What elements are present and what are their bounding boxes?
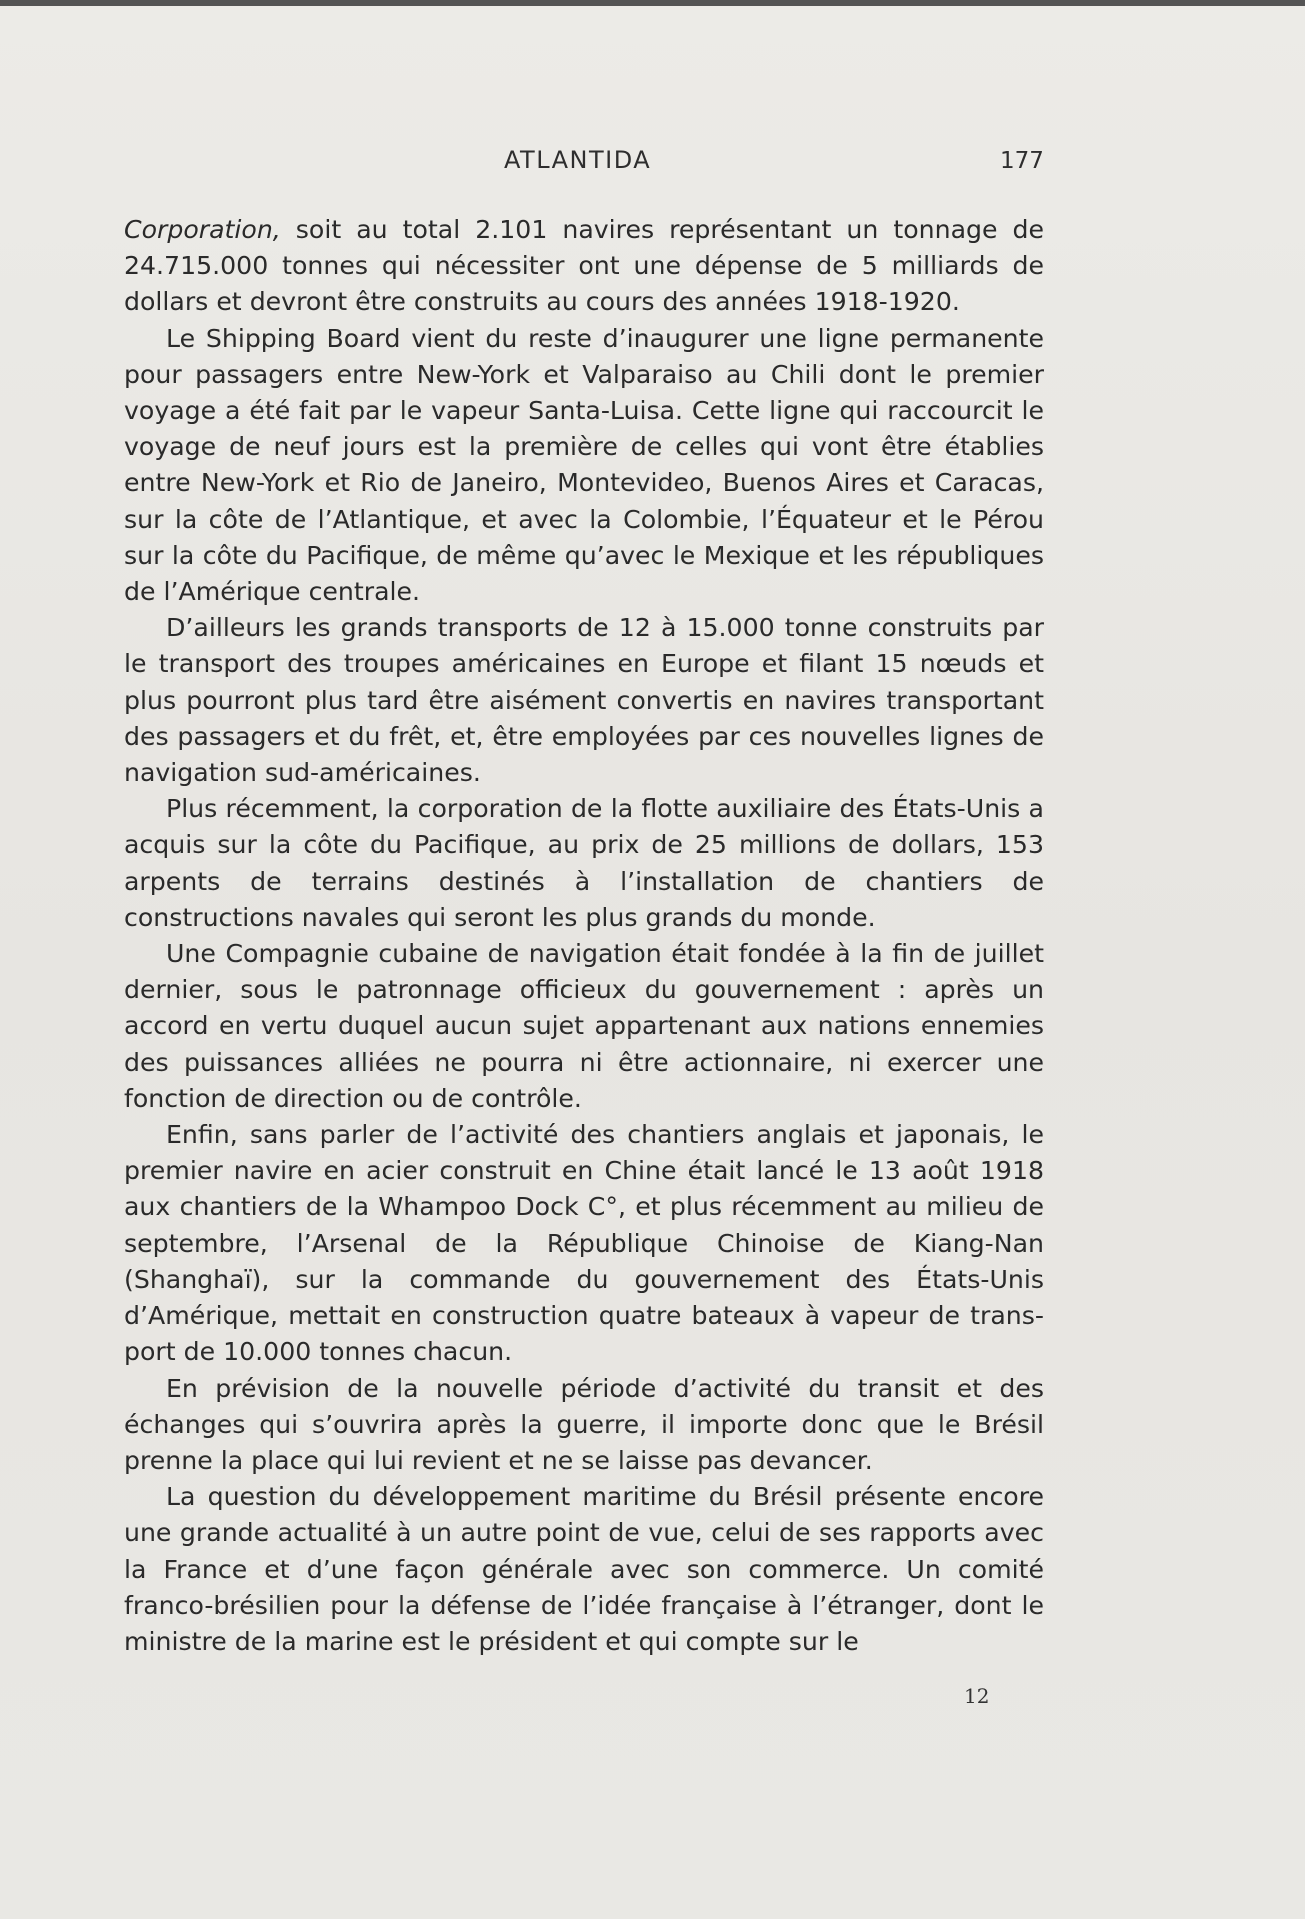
- paragraph-8: La question du développement maritime du Brésil présente encore une grande actualité à un autre point de vue, celui de ses rapports avec la France et d’une façon générale avec son commerce. Un comité franco-brésilien pour la défense de l’idée française à l’étranger, dont le ministre de la marine est le président et qui compte sur le: [124, 1482, 1044, 1656]
- paragraph-5: Une Compagnie cubaine de navigation était fondée à la fin de juillet dernier, sous le patronnage officieux du gouvernement : après un accord en vertu duquel aucun sujet appartenant aux nations ennemies des puissances alliées ne pourra ni être actionnaire, ni exercer une fonction de direction ou de contrôle.: [124, 939, 1044, 1113]
- paragraph-2: Le Shipping Board vient du reste d’inaugurer une ligne permanente pour passagers entre New-York et Valparaiso au Chili dont le premier voyage a été fait par le vapeur Santa-Luisa. Cette ligne qui raccourcit le voyage de neuf jours est la première de celles qui vont être établies entre New-York et Rio de Janeiro, Montevideo, Buenos Aires et Caracas, sur la côte de l’Atlantique, et avec la Colombie, l’Équateur et le Pérou sur la côte du Pacifique, de même qu’avec le Mexique et les républiques de l’Amérique centrale.: [124, 323, 1044, 607]
- running-title: ATLANTIDA: [504, 146, 652, 174]
- paragraph-3: D’ailleurs les grands transports de 12 à 15.000 tonne construits par le transport des troupes américaines en Europe et filant 15 nœuds et plus pourront plus tard être aisément convertis en navires transportant des passagers et du frêt, et, être employées par ces nouvelles lignes de navigation sud-américaines.: [124, 613, 1044, 788]
- signature-mark: 12: [964, 1684, 990, 1708]
- body-text: [124, 212, 1044, 1660]
- paragraph-text: soit au total 2.101 navires représentant un tonnage de 24.715.000 tonnes qui nécessiter ont une dépense de 5 milliards de dollars et devront être construits au cours des années 1918-1920.: [124, 215, 1044, 317]
- paragraph-1: [124, 212, 1044, 321]
- running-header: [0, 146, 1305, 180]
- italic-lead: Corporation,: [124, 215, 281, 244]
- paragraph-7: En prévision de la nouvelle période d’activité du transit et des échanges qui s’ouvrira après la guerre, il importe donc que le Brésil prenne la place qui lui revient et ne se laisse pas devancer.: [124, 1373, 1044, 1475]
- paragraph-4: Plus récemment, la corporation de la flotte auxiliaire des États-Unis a acquis sur la côte du Pacifique, au prix de 25 millions de dollars, 153 arpents de terrains destinés à l’installation de chantiers de constructions navales qui seront les plus grands du monde.: [124, 794, 1044, 932]
- page-number: 177: [1000, 148, 1044, 174]
- paragraph-6: Enfin, sans parler de l’activité des chantiers anglais et japonais, le premier navire en acier construit en Chine était lancé le 13 août 1918 aux chantiers de la Whampoo Dock C°, et plus récemment au milieu de septembre, l’Arsenal de la République Chinoise de Kiang-Nan (Shanghaï), sur la commande du gouvernement des États-Unis d’Amérique, mettait en construction quatre bateaux à vapeur de transport de 10.000 tonnes chacun.: [124, 1120, 1044, 1367]
- page-top-edge: [0, 0, 1305, 6]
